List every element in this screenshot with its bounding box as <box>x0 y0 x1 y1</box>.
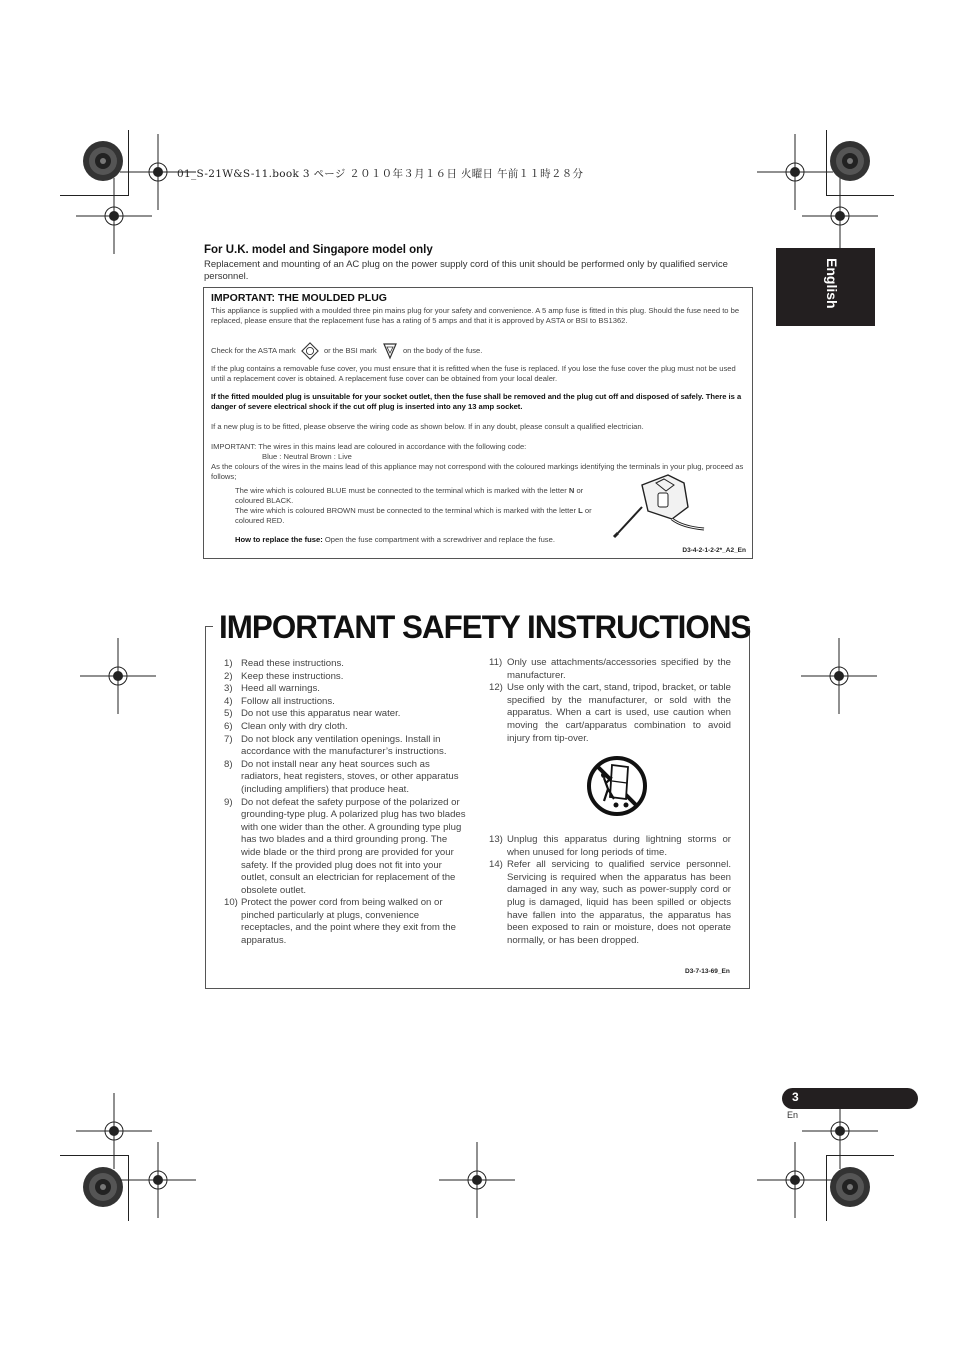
uk-section-title: For U.K. model and Singapore model only <box>204 244 433 256</box>
language-tab <box>776 248 875 326</box>
safety-instruction-item <box>224 759 466 797</box>
instruction-number: 7) <box>224 733 233 745</box>
moulded-plug-p4: If a new plug is to be fitted, please observe the wiring code as shown below. If in any doubt, please consult a qualified electrician. <box>211 422 644 431</box>
instruction-number: 10) <box>224 897 238 909</box>
safety-list-right-top <box>489 657 731 745</box>
blue-wire-letter: N <box>568 486 575 495</box>
bsi-kitemark-icon <box>382 342 398 360</box>
instruction-number: 6) <box>224 720 233 732</box>
instruction-number: 2) <box>224 670 233 682</box>
safety-instruction-item <box>224 721 466 734</box>
moulded-plug-p1: This appliance is supplied with a moulded three pin mains plug for your safety and convenience. A 5 amp fuse is fitted in this plug. Should the fuse need to be replaced, please ensure that the replacement fuse has a rating of 5 amps and that it is approved by ASTA or BSI to BS1362. <box>211 306 740 325</box>
instruction-number: 3) <box>224 683 233 695</box>
crosshair-mark-icon <box>74 176 154 256</box>
instruction-number: 14) <box>489 859 503 871</box>
crosshair-mark-icon <box>78 636 158 716</box>
safety-instruction-item <box>224 658 466 671</box>
instruction-text: Clean only with dry cloth. <box>241 720 348 732</box>
safety-instruction-item <box>224 708 466 721</box>
instruction-text: Only use attachments/accessories specified by the manufacturer. <box>507 657 731 681</box>
instruction-number: 11) <box>489 657 503 668</box>
crosshair-mark-icon <box>437 1140 517 1220</box>
instruction-text: Read these instructions. <box>241 658 344 669</box>
brown-wire-text: The wire which is coloured BROWN must be connected to the terminal which is marked with the letter <box>235 506 579 515</box>
instruction-text: Do not use this apparatus near water. <box>241 708 401 720</box>
instruction-number: 8) <box>224 758 233 770</box>
instruction-text: Do not block any ventilation openings. Install in accordance with the manufacturer’s instructions. <box>241 733 447 758</box>
brown-wire-letter: L <box>578 506 583 515</box>
page-number: 3 <box>792 1090 799 1104</box>
instruction-text: Use only with the cart, stand, tripod, bracket, or table specified by the manufacturer, or sold with the apparatus. When a cart is used, use caution when moving the cart/apparatus combination to avoid injury from tip-over. <box>507 682 731 744</box>
blue-wire-text: The wire which is coloured BLUE must be connected to the terminal which is marked with the letter <box>235 486 569 495</box>
instruction-number: 4) <box>224 695 233 707</box>
uk-section-intro: Replacement and mounting of an AC plug on the power supply cord of this unit should be performed only by qualified service personnel. <box>204 259 728 282</box>
fuse-mark-line <box>211 342 749 360</box>
instruction-text: Heed all warnings. <box>241 683 320 695</box>
safety-instruction-item <box>224 683 466 696</box>
safety-instruction-item <box>224 797 466 898</box>
safety-list-left <box>224 658 466 948</box>
instruction-number: 13) <box>489 834 503 845</box>
uk-plug-illustration-icon <box>612 471 712 539</box>
safety-instruction-item <box>489 657 731 682</box>
safety-list-right-bottom <box>489 834 731 947</box>
blue-wire-text-end: or coloured BLACK. <box>235 486 584 505</box>
instruction-text: Protect the power cord from being walked on or pinched particularly at plugs, convenience receptacles, and the point where they exit from the apparatus. <box>241 897 456 947</box>
safety-instructions-title: IMPORTANT SAFETY INSTRUCTIONS <box>219 609 751 645</box>
moulded-plug-p6: As the colours of the wires in the mains lead of this appliance may not correspond with the coloured markings identifying the terminals in your plug, proceed as follows; <box>211 462 744 481</box>
fuse-mark-text-c: on the body of the fuse. <box>402 346 483 355</box>
moulded-plug-box <box>203 287 753 559</box>
instruction-text: Keep these instructions. <box>241 670 344 682</box>
safety-instruction-item <box>224 696 466 709</box>
safety-instruction-item <box>489 834 731 859</box>
instruction-text: Do not install near any heat sources such as radiators, heat registers, stoves, or other apparatus (including amplifiers) that produce heat. <box>241 758 459 795</box>
fuse-mark-text-a: Check for the ASTA mark <box>211 346 296 355</box>
page-number-badge <box>782 1088 918 1109</box>
safety-instruction-item <box>224 734 466 759</box>
safety-section-code: D3-7-13-69_En <box>685 968 730 975</box>
fuse-replace-text: Open the fuse compartment with a screwdriver and replace the fuse. <box>322 535 555 544</box>
brown-wire-instruction <box>235 506 605 526</box>
instruction-text: Refer all servicing to qualified service personnel. Servicing is required when the apparatus has been damaged in any way, such as power-supply cord or plug is damaged, liquid has been spilled or objects have fallen into the apparatus, the apparatus has been exposed to rain or moisture, does not operate normally, or has been dropped. <box>507 859 731 946</box>
instruction-number: 9) <box>224 796 233 808</box>
crosshair-mark-icon <box>800 176 880 256</box>
instruction-number: 12) <box>489 682 503 694</box>
safety-instruction-item <box>224 671 466 684</box>
print-slug-line: 01_S-21W&S-11.book 3 ページ ２０１０年３月１６日 火曜日 午前１１時２８分 <box>177 168 584 180</box>
registration-target-icon <box>829 1166 871 1208</box>
instruction-text: Do not defeat the safety purpose of the polarized or grounding-type plug. A polarized plug has two blades with one wider than the other. A grounding type plug has two blades and a third grounding prong. The wide blade or the third prong are provided for your safety. If the provided plug does not fit into your outlet, consult an electrician for replacement of the obsolete outlet. <box>241 796 466 896</box>
fuse-mark-text-b: or the BSI mark <box>323 346 377 355</box>
asta-mark-icon <box>301 342 319 360</box>
safety-instruction-item <box>489 859 731 947</box>
wire-colour-code: Blue : Neutral Brown : Live <box>262 452 352 461</box>
moulded-plug-title: IMPORTANT: THE MOULDED PLUG <box>211 292 387 304</box>
safety-instruction-item <box>224 897 466 947</box>
moulded-plug-warning: If the fitted moulded plug is unsuitable for your socket outlet, then the fuse shall be removed and the plug cut off and disposed of safely. There is a danger of severe electrical shock if the cut off plug is inserted into any 13 amp socket. <box>211 392 742 411</box>
fuse-replace-label: How to replace the fuse: <box>235 535 323 544</box>
page-language-code: En <box>787 1110 799 1120</box>
instruction-number: 1) <box>224 658 233 669</box>
instruction-text: Follow all instructions. <box>241 695 335 707</box>
moulded-plug-p2: If the plug contains a removable fuse cover, you must ensure that it is refitted when the fuse is replaced. If you lose the fuse cover the plug must not be used until a replacement cover is obtained. A replacement fuse cover can be obtained from your local dealer. <box>211 364 736 383</box>
cart-tip-over-warning-icon <box>586 753 648 819</box>
instruction-text: Unplug this apparatus during lightning storms or when unused for long periods of time. <box>507 834 731 858</box>
brown-wire-text-end: or coloured RED. <box>235 506 592 525</box>
crosshair-mark-icon <box>118 1140 198 1220</box>
moulded-plug-p5: IMPORTANT: The wires in this mains lead are coloured in accordance with the following code: <box>211 442 527 451</box>
instruction-number: 5) <box>224 708 233 720</box>
plug-section-code: D3-4-2-1-2-2*_A2_En <box>682 547 746 554</box>
blue-wire-instruction <box>235 486 605 506</box>
crosshair-mark-icon <box>799 636 879 716</box>
language-tab-label: English <box>824 258 840 309</box>
safety-instruction-item <box>489 682 731 745</box>
fuse-replace-instruction <box>235 535 615 545</box>
